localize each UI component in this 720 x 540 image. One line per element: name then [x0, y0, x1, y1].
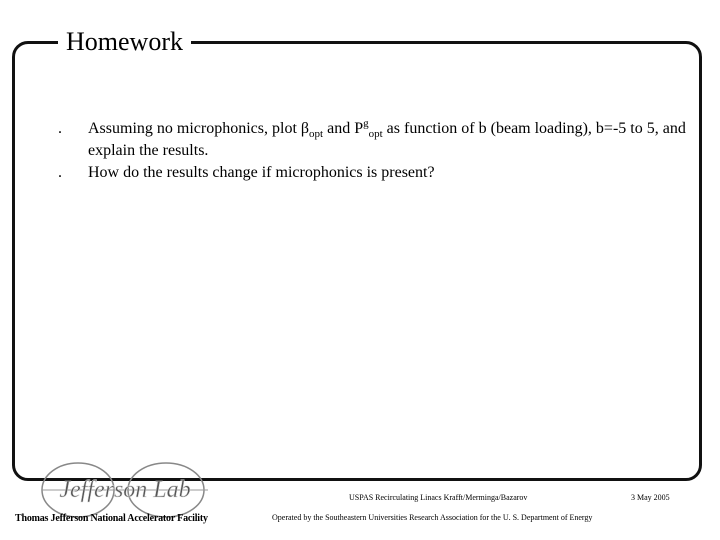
- date-info: 3 May 2005: [631, 493, 670, 502]
- bullet-list: [58, 118, 688, 184]
- course-info: USPAS Recirculating Linacs Krafft/Merminga/Bazarov: [349, 493, 528, 502]
- bullet-mark: .: [58, 164, 62, 181]
- slide-title: Homework: [58, 27, 191, 57]
- bullet-item: [58, 118, 688, 162]
- slide-frame: [12, 41, 702, 481]
- bullet-text: [88, 118, 688, 162]
- facility-name: Thomas Jefferson National Accelerator Facility: [15, 513, 208, 524]
- subscript: opt: [309, 128, 324, 141]
- bullet-mark: .: [58, 120, 62, 137]
- superscript: g: [363, 117, 369, 130]
- operator-info: Operated by the Southeastern Universities Research Association for the U. S. Department of Energy: [272, 513, 593, 522]
- bullet-text: [88, 162, 688, 184]
- text-run: as function of b (beam loading), b=-5 to 5, and explain the results.: [88, 120, 686, 159]
- subscript: opt: [368, 128, 383, 141]
- text-run: How do the results change if microphonics is present?: [88, 164, 435, 181]
- text-run: Assuming no microphonics, plot: [88, 120, 301, 137]
- logo-text: Jefferson Lab: [59, 477, 191, 503]
- text-run: β: [300, 120, 310, 137]
- jefferson-lab-logo: [40, 459, 210, 521]
- bullet-item: [58, 162, 688, 184]
- text-run: and P: [323, 120, 364, 137]
